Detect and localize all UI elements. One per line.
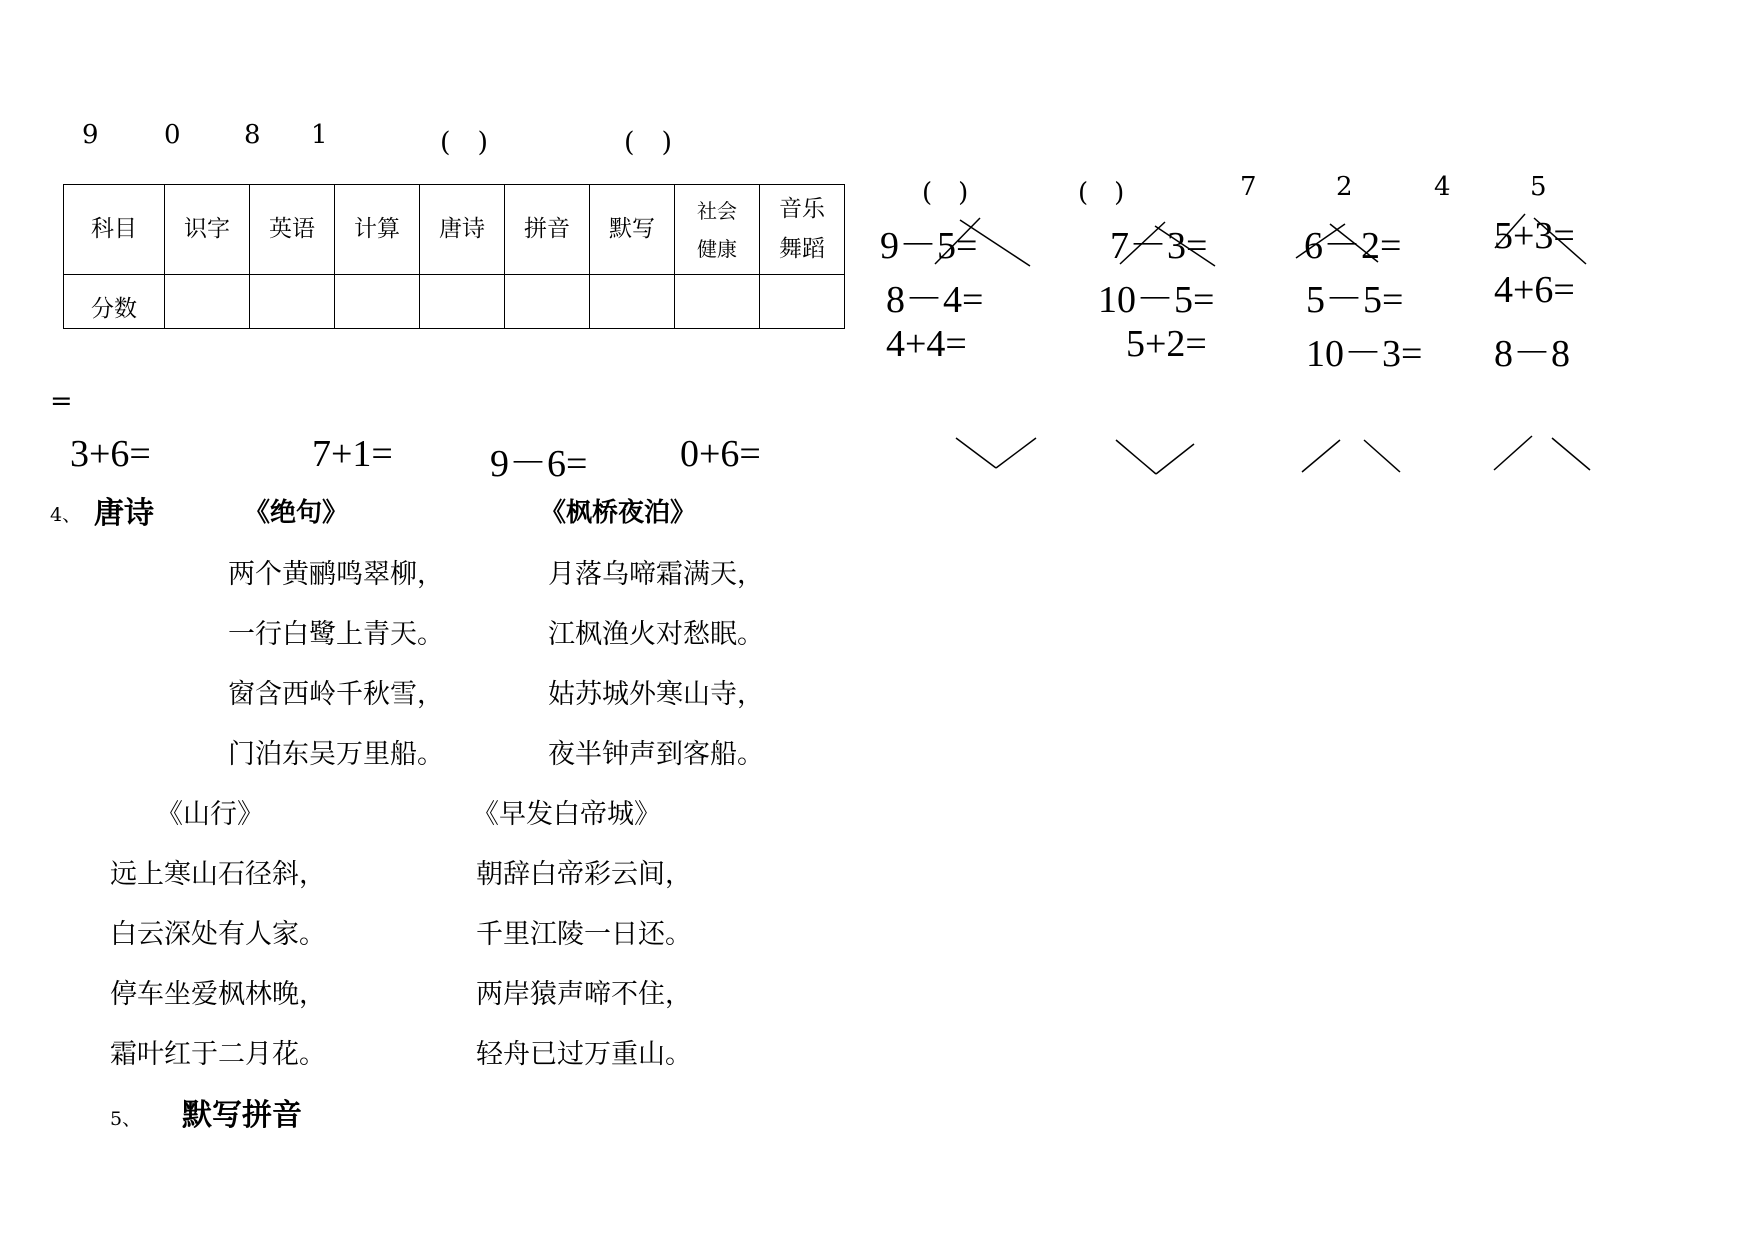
society-line-2: 健康 bbox=[697, 236, 737, 261]
math-r1-c3: 6－2= bbox=[1304, 225, 1402, 267]
poem1-line-2: 一行白鹭上青天。 bbox=[228, 619, 444, 650]
poem1-line-4: 门泊东吴万里船。 bbox=[228, 739, 444, 770]
stroke bbox=[935, 218, 980, 264]
stroke bbox=[956, 438, 996, 468]
poem3-title: 《山行》 bbox=[156, 799, 264, 830]
poem4-line-3: 两岸猿声啼不住， bbox=[476, 979, 692, 1010]
top-number-2: 0 bbox=[164, 120, 181, 150]
poem3-line-3: 停车坐爱枫林晚， bbox=[110, 979, 326, 1010]
right-paren-1: ( ) bbox=[922, 178, 969, 208]
poem1-line-1: 两个黄鹂鸣翠柳， bbox=[228, 559, 444, 590]
table-header-calc: 计算 bbox=[335, 185, 420, 275]
table-header-english: 英语 bbox=[250, 185, 335, 275]
stroke bbox=[1495, 214, 1525, 248]
math-r3-c3: 10－3= bbox=[1306, 333, 1423, 375]
left-math-2: 7+1= bbox=[312, 433, 393, 475]
table-header-poem: 唐诗 bbox=[420, 185, 505, 275]
poem1-title: 《绝句》 bbox=[244, 498, 349, 528]
poem4-line-2: 千里江陵一日还。 bbox=[476, 919, 692, 950]
poem2-line-2: 江枫渔火对愁眠。 bbox=[548, 619, 764, 650]
right-number-3: 4 bbox=[1434, 172, 1451, 202]
poem2-line-4: 夜半钟声到客船。 bbox=[548, 739, 764, 770]
music-line-2: 舞蹈 bbox=[779, 235, 825, 262]
poem3-line-4: 霜叶红于二月花。 bbox=[110, 1039, 326, 1070]
left-math-3: 9－6= bbox=[490, 443, 588, 485]
poem3-line-2: 白云深处有人家。 bbox=[110, 919, 326, 950]
stroke bbox=[1156, 444, 1194, 474]
stroke bbox=[1155, 226, 1215, 266]
stroke bbox=[1116, 440, 1156, 474]
left-math-1: 3+6= bbox=[70, 433, 151, 475]
section4-number: 4、 bbox=[50, 504, 82, 526]
poem4-title: 《早发白帝城》 bbox=[472, 799, 661, 830]
right-number-1: 7 bbox=[1240, 172, 1257, 202]
poem4-line-1: 朝辞白帝彩云间， bbox=[476, 859, 692, 890]
table-header-subject: 科目 bbox=[64, 185, 165, 275]
math-r2-c1: 8－4= bbox=[886, 279, 984, 321]
math-r2-c2: 10－5= bbox=[1098, 279, 1215, 321]
top-number-3: 8 bbox=[244, 120, 261, 150]
math-r3-c4: 8－8 bbox=[1494, 333, 1571, 375]
math-r3-c1: 4+4= bbox=[886, 323, 967, 365]
math-r2-c3: 5－5= bbox=[1306, 279, 1404, 321]
math-r1-c1: 9－5= bbox=[880, 225, 978, 267]
right-paren-2: ( ) bbox=[1078, 178, 1125, 208]
section4-heading: 唐诗 bbox=[94, 496, 154, 531]
poem1-line-3: 窗含西岭千秋雪， bbox=[228, 679, 444, 710]
table-header-dictation: 默写 bbox=[590, 185, 675, 275]
table-row-label: 分数 bbox=[64, 275, 165, 329]
top-paren-1: ( ) bbox=[440, 127, 489, 158]
stroke bbox=[996, 438, 1036, 468]
music-line-1: 音乐 bbox=[779, 196, 825, 223]
table-header-pinyin: 拼音 bbox=[505, 185, 590, 275]
poem2-line-1: 月落乌啼霜满天， bbox=[548, 559, 764, 590]
stroke bbox=[1534, 218, 1586, 264]
math-r1-c4: 5+3= bbox=[1494, 215, 1575, 257]
stroke bbox=[960, 220, 1030, 266]
right-number-2: 2 bbox=[1336, 172, 1353, 202]
poem2-line-3: 姑苏城外寒山寺， bbox=[548, 679, 764, 710]
stroke bbox=[1330, 224, 1378, 262]
math-r2-c4: 4+6= bbox=[1494, 269, 1575, 311]
right-number-4: 5 bbox=[1530, 172, 1547, 202]
stroke bbox=[1552, 438, 1590, 470]
table-header-literacy: 识字 bbox=[165, 185, 250, 275]
equals-sign: = bbox=[50, 386, 73, 417]
poem3-line-1: 远上寒山石径斜， bbox=[110, 859, 326, 890]
poem2-title: 《枫桥夜泊》 bbox=[540, 498, 697, 528]
stroke bbox=[1494, 436, 1532, 470]
society-line-1: 社会 bbox=[697, 198, 737, 223]
poem4-line-4: 轻舟已过万重山。 bbox=[476, 1039, 692, 1070]
section5-heading: 默写拼音 bbox=[182, 1098, 302, 1133]
math-r3-c2: 5+2= bbox=[1126, 323, 1207, 365]
left-math-4: 0+6= bbox=[680, 433, 761, 475]
stroke bbox=[1364, 440, 1400, 472]
top-number-1: 9 bbox=[82, 120, 99, 150]
top-number-4: 1 bbox=[311, 120, 328, 150]
math-r1-c2: 7－3= bbox=[1110, 225, 1208, 267]
stroke bbox=[1302, 440, 1340, 472]
top-paren-2: ( ) bbox=[624, 127, 673, 158]
section5-number: 5、 bbox=[110, 1108, 142, 1130]
